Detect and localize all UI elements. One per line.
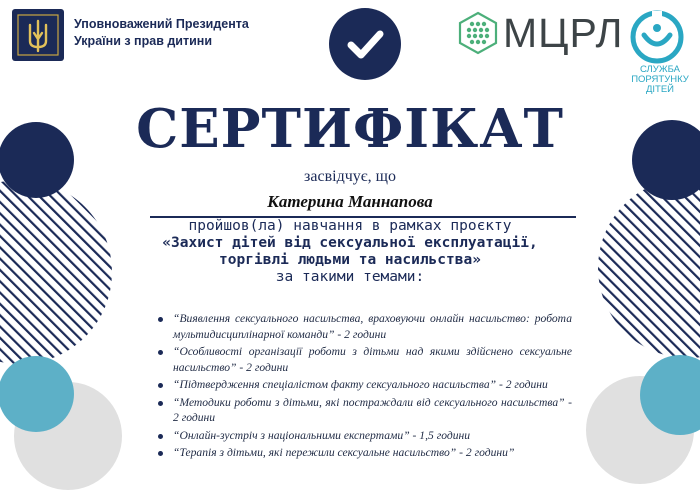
child-rescue-service-name — [620, 65, 700, 95]
checkmark-icon — [329, 8, 401, 80]
certifies-text: засвідчує, що — [304, 168, 396, 185]
list-item: “Методики роботи з дітьми, які постраждали від сексуального насильства” - 2 години — [158, 395, 572, 426]
child-rescue-logo-icon — [626, 9, 688, 65]
course-name-line-1: «Захист дітей від сексуальної експлуатації, — [162, 235, 538, 251]
course-name-line-2: торгівлі людьми та насильства» — [219, 252, 481, 268]
list-item: “Терапія з дітьми, які пережили сексуальне насильство” - 2 години” — [158, 445, 572, 461]
ombudsman-title — [74, 16, 249, 50]
ombudsman-emblem — [12, 9, 64, 61]
ombudsman-line-1: Уповноважений Президента — [74, 17, 249, 31]
recipient-name: Катерина Маннапова — [267, 192, 433, 211]
topics-heading: за такими темами: — [275, 269, 425, 285]
list-item: “Особливості організації роботи з дітьми над якими здійснено сексуальне насильство” - 2 години — [158, 344, 572, 375]
course-description — [0, 218, 700, 286]
left-teal-circle — [0, 356, 74, 432]
hexagon-dots-icon — [456, 11, 500, 55]
course-intro: пройшов(ла) навчання в рамках проєкту — [188, 218, 512, 234]
certificate-title: СЕРТИФІКАТ — [136, 98, 564, 160]
list-item: “Виявлення сексуального насильства, враховуючи онлайн насильство: робота мультидисциплінарної команди” - 2 години — [158, 311, 572, 342]
topics-list — [158, 311, 572, 463]
trident-icon — [12, 9, 64, 61]
checkmark-badge — [329, 8, 401, 80]
sps-line-2: ПОРЯТУНКУ — [631, 74, 689, 85]
list-item: “Онлайн-зустріч з національними експертами” - 1,5 години — [158, 428, 572, 444]
mcrl-logo-text: МЦРЛ — [503, 10, 624, 56]
ombudsman-line-2: України з прав дитини — [74, 34, 213, 48]
sps-line-3: ДІТЕЙ — [645, 84, 675, 95]
list-item: “Підтвердження спеціалістом факту сексуального насильства” - 2 години — [158, 377, 572, 393]
sps-line-1: СЛУЖБА — [640, 64, 680, 75]
